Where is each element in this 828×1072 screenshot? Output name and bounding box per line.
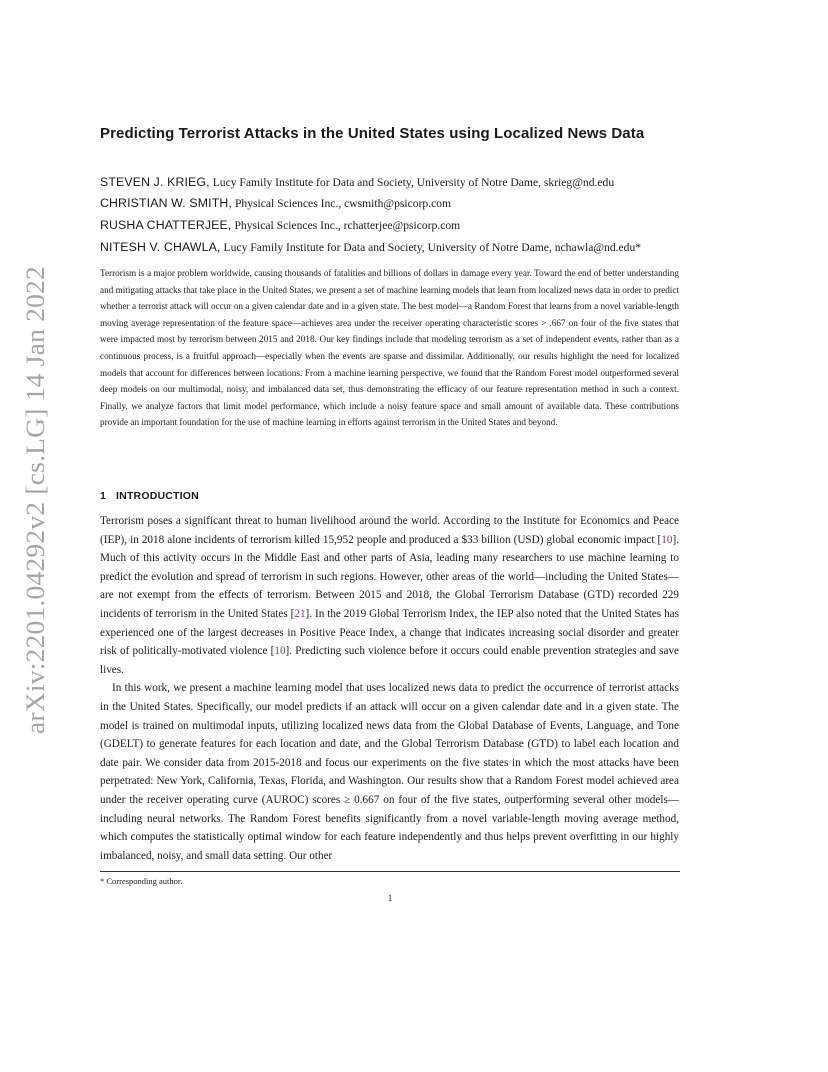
paragraph-text: ]. Predicting such violence before it occurs could enable prevention strategies and save lives.: [100, 645, 680, 676]
citation-link[interactable]: 10: [661, 533, 673, 546]
section-heading: [100, 490, 199, 502]
author-affiliation: Lucy Family Institute for Data and Society, University of Notre Dame, skrieg@nd.edu: [212, 176, 615, 189]
author-affiliation: Physical Sciences Inc., rchatterjee@psicorp.com: [234, 219, 461, 232]
body-text: [100, 512, 679, 865]
paper-title: Predicting Terrorist Attacks in the United States using Localized News Data: [100, 125, 645, 142]
paragraph-text: Terrorism poses a significant threat to human livelihood around the world. According to the Institute for Economics and Peace (IEP), in 2018 alone incidents of terrorism killed 15,952 people and produced a $33 billion (USD) global economic impact [: [100, 515, 679, 546]
author-line: [100, 196, 720, 211]
citation-link[interactable]: 10: [274, 645, 286, 658]
abstract: Terrorism is a major problem worldwide, causing thousands of fatalities and billions of dollars in damage every year. Toward the end of better understanding and mitigating attacks that take place in the United States, we present a set of machine learning models that learn from localized news data in order to predict whether a terrorist attack will occur on a given calendar date and in a given state. The best model—a Random Forest that learns from a novel variable-length moving average representation of the feature space—achieves area under the receiver operating characteristic scores > .667 on four of the five states that were impacted most by terrorism between 2015 and 2018. Our key findings include that modeling terrorism as a set of independent events, rather than as a continuous process, is a fruitful approach—especially when the events are sparse and dissimilar. Additionally, our results highlight the need for localized models that account for differences between locations. From a machine learning perspective, we found that the Random Forest model outperformed several deep models on our multimodal, noisy, and imbalanced data set, thus demonstrating the efficacy of our feature representation method in such a context. Finally, we analyze factors that limit model performance, which include a noisy feature space and small amount of available data. These contributions provide an important foundation for the use of machine learning in efforts against terrorism in the United States and beyond.: [100, 268, 679, 428]
author-line: [100, 175, 720, 190]
page-number: 1: [387, 893, 393, 903]
author-affiliation: Physical Sciences Inc., cwsmith@psicorp.com: [234, 197, 452, 210]
author-name: STEVEN J. KRIEG,: [100, 175, 210, 189]
author-name: CHRISTIAN W. SMITH,: [100, 196, 232, 210]
author-name: RUSHA CHATTERJEE,: [100, 218, 232, 232]
paragraph: In this work, we present a machine learning model that uses localized news data to predict the occurrence of terrorist attacks in the United States. Specifically, our model predicts if an attack will occur on a given calendar date and in a given state. The model is trained on multimodal inputs, utilizing localized news data from the Global Database of Events, Language, and Tone (GDELT) to generate features for each location and date, and the Global Terrorism Database (GTD) to label each location and date pair. We consider data from 2015-2018 and focus our experiments on the five states in which the most attacks have been perpetrated: New York, California, Texas, Florida, and Washington. Our results show that a Random Forest model achieved area under the receiver operating curve (AUROC) scores ≥ 0.667 on four of the five states, outperforming several other models—including neural networks. The Random Forest benefits significantly from a novel variable-length moving average method, which computes the statistically optimal window for each feature independently and thus helps prevent overfitting in our highly imbalanced, noisy, and small data setting. Our other: [100, 682, 679, 862]
arxiv-identifier-stamp: [19, 264, 51, 736]
paragraph-text: ]. Much of this activity occurs in the Middle East and other parts of Asia, leading many researchers to use machine learning to predict the evolution and spread of terrorism in such regions. However, other areas of the world—including the United States—are not exempt from the effects of terrorism. Between 2015 and 2018, the Global Terrorism Database (GTD) recorded 229 incidents of terrorism in the United States [: [100, 533, 679, 620]
author-line: [100, 218, 720, 233]
footnote: * Corresponding author.: [100, 876, 183, 886]
citation-link[interactable]: 21: [294, 607, 306, 620]
footnote-rule: [100, 871, 680, 872]
paragraph-text: ]. In the 2019 Global Terrorism Index, the IEP also noted that the United States has experienced one of the largest decreases in Positive Peace Index, a change that indicates increasing social disorder and greater risk of politically-motivated violence [: [100, 607, 679, 658]
author-line: [100, 240, 720, 255]
section-title: INTRODUCTION: [116, 490, 199, 502]
section-number: 1: [100, 490, 107, 502]
author-name: NITESH V. CHAWLA,: [100, 240, 221, 254]
author-affiliation: Lucy Family Institute for Data and Society, University of Notre Dame, nchawla@nd.edu*: [223, 241, 642, 254]
paragraph: [100, 512, 679, 679]
arxiv-stamp-text: arXiv:2201.04292v2 [cs.LG] 14 Jan 2022: [20, 283, 50, 734]
